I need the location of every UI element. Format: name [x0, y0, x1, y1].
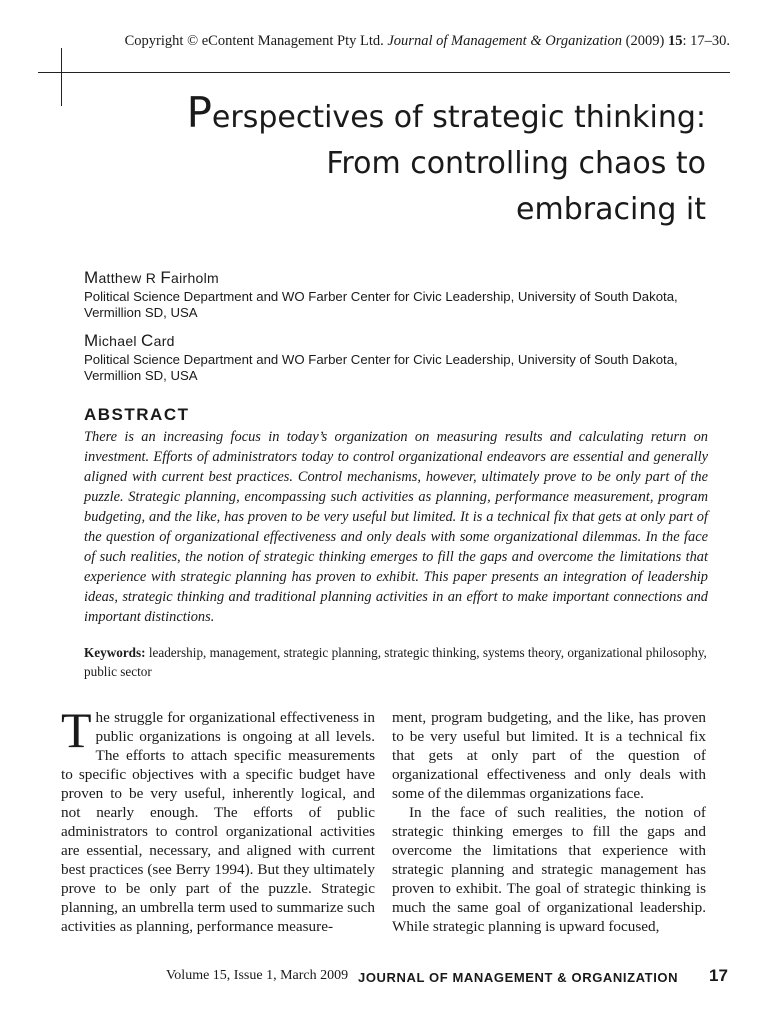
footer-issue: Volume 15, Issue 1, March 2009: [166, 968, 349, 983]
abstract-heading: ABSTRACT: [84, 405, 190, 424]
body-column-left: [61, 702, 375, 936]
journal-name: Journal of Management & Organization: [387, 33, 623, 49]
footer-journal: JOURNAL OF MANAGEMENT & ORGANIZATION: [358, 970, 679, 985]
keywords: [84, 643, 708, 681]
keywords-label: Keywords:: [84, 645, 146, 660]
author-affiliation: Political Science Department and WO Farber Center for Civic Leadership, University of South Dakota, Vermillion SD, USA: [84, 289, 678, 320]
copyright-prefix: Copyright © eContent Management Pty Ltd.: [124, 33, 388, 49]
page-number: 17: [709, 966, 728, 985]
title-line-1: erspectives of strategic thinking:: [211, 100, 706, 135]
title-first-letter: P: [186, 88, 212, 137]
journal-pages: : 17–30.: [682, 33, 730, 49]
copyright-line: [0, 33, 730, 50]
author-affiliation: Political Science Department and WO Farber Center for Civic Leadership, University of South Dakota, Vermillion SD, USA: [84, 352, 678, 383]
author-name: Matthew R Fairholm: [84, 268, 220, 287]
header-vertical-rule: [61, 48, 62, 106]
journal-year: (2009): [622, 33, 668, 49]
page-title: [66, 90, 706, 233]
author-name: Michael Card: [84, 331, 175, 350]
journal-volume: 15: [667, 33, 683, 49]
abstract-text: There is an increasing focus in today’s organization on measuring results and calculating return on investment. Efforts of administrators today to control organizational endeavors are essential and generally aligned with current best practices. Control mechanisms, however, ultimately prove to be only part of the puzzle. Strategic planning, encompassing such activities as planning, performance measurement, program budgeting, and the like, has proven to be very useful but limited. It is a technical fix that gets at only part of the question of organizational effectiveness and only deals with some organizational dilemmas. In the face of such realities, the notion of strategic thinking emerges to fill the gaps and overcome the limitations that experience with strategic planning has proven to exhibit. This paper presents an integration of leadership ideas, strategic thinking and traditional planning activities in an effort to make important connections and important distinctions.: [84, 429, 708, 625]
body-paragraph: he struggle for organizational effectiveness in public organizations is ongoing at all levels. The efforts to attach specific measurements to specific objectives with a specific budget have proven to be very useful, inherently logical, and not nearly enough. The efforts of public administrators to control organizational activities are essential, necessary, and aligned with current best practices (see Berry 1994). But they ultimately prove to be only part of the puzzle. Strategic planning, an umbrella term used to summarize such activities as planning, performance measure-: [61, 709, 375, 935]
title-line-2: From controlling chaos to: [326, 146, 706, 181]
body-paragraph: In the face of such realities, the notion of strategic thinking emerges to fill the gaps and overcome the limitations that experience with strategic planning and strategic management has proven to exhibit. The goal of strategic thinking is much the same goal of organizational leadership. While strategic planning is upward focused,: [392, 804, 706, 935]
body-column-right: [392, 708, 706, 936]
header-rule: [38, 72, 730, 73]
drop-cap: T: [61, 702, 92, 758]
keywords-text: leadership, management, strategic planning, strategic thinking, systems theory, organizational philosophy, public sector: [84, 645, 707, 679]
body-paragraph: ment, program budgeting, and the like, has proven to be very useful but limited. It is a technical fix that gets at only part of the question of organizational effectiveness and only deals with some of the dilemmas organizations face.: [392, 709, 706, 802]
title-line-3: embracing it: [516, 192, 706, 227]
